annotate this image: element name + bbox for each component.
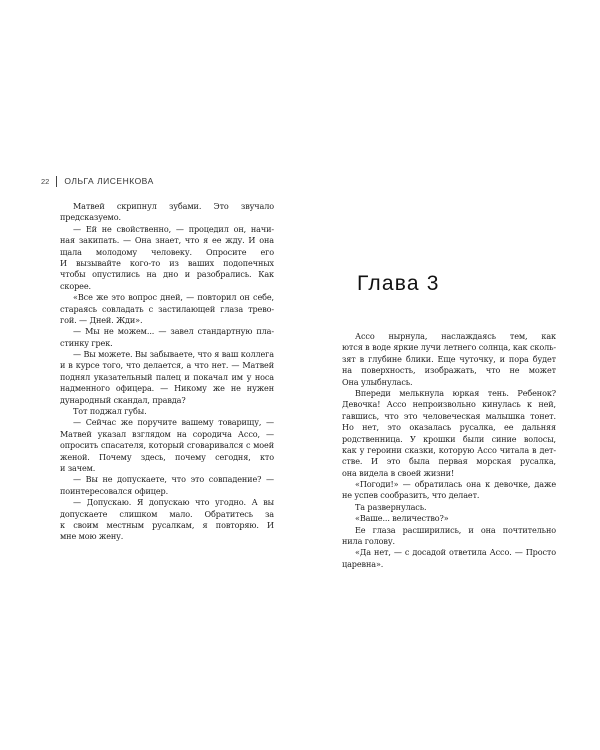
author-name: ОЛЬГА ЛИСЕНКОВА [64, 176, 154, 186]
text-line: Но нет, это оказалась русалка, ее дальняя [342, 422, 556, 433]
text-line: предсказуемо. [60, 212, 121, 223]
text-line: скорее. [60, 280, 91, 291]
text-line: — Вы не допускаете, что это совпадение? — [73, 474, 274, 485]
text-line: нила голову. [342, 536, 395, 547]
chapter-title: Глава 3 [357, 272, 440, 295]
text-line: ются в воде яркие лучи летнего солнца, как сколь- [342, 342, 556, 353]
text-line: И вызывайте кого-то из ваших подопечных [60, 257, 274, 268]
text-line: поднял указательный палец и покачал им у носа [60, 371, 274, 382]
text-line: Матвей скрипнул зубами. Это звучало [73, 201, 274, 211]
left-page-text [60, 201, 274, 543]
text-line: стинку грек. [60, 337, 113, 348]
text-line: чтобы опустились на дно и разобрались. Как [60, 269, 274, 280]
text-line: не успев сообразить, что делает. [342, 490, 480, 501]
text-line: Впереди мелькнула юркая тень. Ребенок? [355, 387, 556, 398]
text-line: Ее глаза расширились, и она почтительно [355, 524, 556, 535]
text-line: — Ей не свойственно, — процедил он, начи- [73, 223, 274, 234]
text-line: — Вы можете. Вы забываете, что я ваш коллега [73, 349, 274, 360]
text-line: — Мы не можем... — завел стандартную пла- [73, 326, 274, 337]
text-line: «Погоди!» — обратилась она к девочке, даже [355, 479, 556, 490]
text-line: надменного офицера. — Никому же не нужен [60, 383, 274, 394]
right-page-text [342, 331, 556, 570]
text-line: стараясь совладать с застилающей глаза трево- [60, 303, 274, 314]
text-line: к своим местным русалкам, я повторяю. И [60, 519, 274, 530]
text-line: — Сейчас же поручите вашему товарищу, — [73, 417, 274, 428]
text-line: «Да нет, — с досадой ответила Ассо. — Просто [355, 547, 556, 558]
text-line: щала молодому человеку. Опросите его [60, 246, 274, 257]
text-line: допускаете слишком мало. Обратитесь за [60, 508, 274, 519]
text-line: на поверхность, изображать, что не может [342, 365, 556, 376]
text-line: и в курсе того, что делается, а что нет. — Матвей [60, 360, 274, 371]
text-line: Та развернулась. [355, 501, 427, 512]
text-line: Девочка! Ассо непроизвольно кинулась к ней, [342, 399, 556, 410]
text-line: и зачем. [60, 462, 96, 473]
text-line: Матвей указал взглядом на сородича Ассо, — [60, 428, 274, 439]
text-line: гой. — Дней. Жди». [60, 314, 143, 325]
running-header [41, 174, 154, 188]
text-line: зят в глубине блики. Еще чуточку, и пора будет [342, 353, 556, 364]
text-line: как у героини сказки, которую Ассо читала в дет- [342, 444, 556, 455]
text-line: Тот поджал губы. [73, 406, 147, 417]
page-number: 22 [41, 176, 50, 186]
text-line: стве. И это была первая морская русалка, [342, 456, 556, 467]
text-line: гавшись, что это человеческая малышка тонет. [342, 410, 556, 421]
text-line: поинтересовался офицер. [60, 485, 169, 496]
text-line: — Допускаю. Я допускаю что угодно. А вы [73, 497, 274, 508]
text-line: Она улыбнулась. [342, 376, 413, 387]
text-line: она видела в своей жизни! [342, 467, 455, 478]
text-line: Ассо нырнула, наслаждаясь тем, как [355, 331, 556, 341]
text-line: «Все же это вопрос дней, — повторил он себе, [73, 292, 274, 303]
text-line: дународный скандал, правда? [60, 394, 186, 405]
text-line: опросить спасателя, который сговаривался с моей [60, 440, 274, 451]
text-line: мне мою жену. [60, 531, 124, 542]
text-line: царевна». [342, 558, 384, 569]
text-line: родственница. У крошки были синие волосы, [342, 433, 556, 444]
text-line: «Ваше... величество?» [355, 513, 449, 524]
header-divider [56, 176, 57, 187]
text-line: ная закипать. — Она знает, что я ее жду. И она [60, 235, 274, 246]
text-line: женой. Почему здесь, почему сегодня, кто [60, 451, 274, 462]
